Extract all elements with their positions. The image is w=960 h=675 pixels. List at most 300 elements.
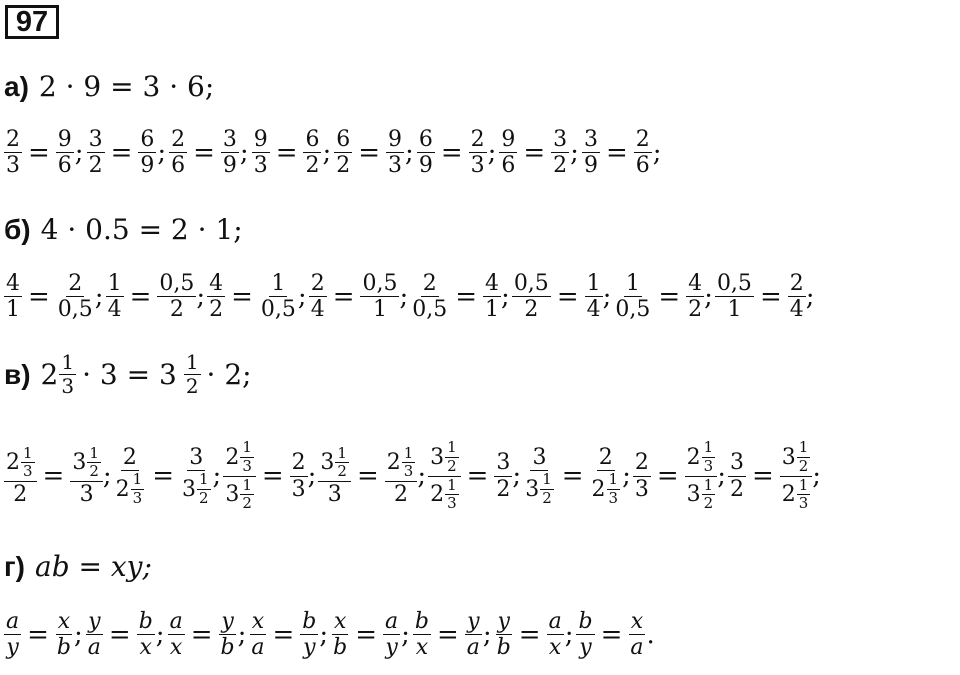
denominator <box>494 477 512 501</box>
denominator <box>634 153 652 177</box>
left-fraction <box>309 272 327 321</box>
denominator <box>55 635 73 659</box>
section-a-equation: 2 · 9 = 3 · 6; <box>38 70 215 103</box>
denominator <box>326 482 344 506</box>
term: x <box>139 635 152 661</box>
mixed-number <box>686 475 716 513</box>
term: b <box>220 635 235 661</box>
denominator <box>11 482 29 506</box>
term: 2 <box>68 271 83 296</box>
denominator <box>4 153 22 177</box>
numerator <box>137 610 155 635</box>
right-fraction <box>180 446 213 507</box>
separator: ; <box>570 137 579 168</box>
section-d-heading <box>4 550 960 583</box>
equals-sign: = <box>358 137 381 168</box>
denominator <box>686 297 704 321</box>
section-c-fraction-1 <box>59 352 76 397</box>
numerator <box>157 272 196 297</box>
numerator <box>318 443 351 483</box>
term: 6 <box>418 127 433 152</box>
small-fraction <box>607 469 621 507</box>
numerator <box>4 272 22 297</box>
term: 2 <box>789 271 804 296</box>
term: 6 <box>57 153 72 179</box>
right-fraction <box>628 610 645 659</box>
proportion <box>582 128 665 177</box>
section-a-heading <box>4 70 960 103</box>
whole-part: 3 <box>525 476 540 502</box>
left-fraction <box>582 128 600 177</box>
equals-sign: = <box>466 461 489 491</box>
small-fraction <box>540 469 554 507</box>
proportion <box>318 443 428 508</box>
mixed-number <box>115 469 145 507</box>
separator: ; <box>717 461 726 491</box>
equals-sign: = <box>759 281 782 312</box>
small-fraction <box>702 440 716 475</box>
equals-sign: = <box>193 137 215 168</box>
term: 2 <box>524 297 539 323</box>
proportion <box>512 272 614 321</box>
term: a <box>548 609 562 634</box>
denominator <box>218 635 236 659</box>
separator: ; <box>417 461 427 491</box>
term: 4 <box>789 297 804 323</box>
mixed-number <box>6 443 35 481</box>
whole-part: 3 <box>430 444 445 470</box>
denominator <box>78 482 96 506</box>
proportion <box>715 272 817 321</box>
numerator <box>219 610 235 635</box>
term: 0,5 <box>362 271 398 296</box>
right-fraction <box>137 610 155 659</box>
separator: ; <box>297 281 307 312</box>
numerator <box>309 272 327 297</box>
right-fraction <box>685 440 718 512</box>
denominator <box>725 297 743 321</box>
equals-sign: = <box>190 619 213 650</box>
left-fraction <box>715 272 754 321</box>
equals-sign: = <box>152 461 174 491</box>
whole-part: 2 <box>115 476 130 502</box>
numerator <box>187 446 205 471</box>
equals-sign: = <box>332 281 355 312</box>
section-d-equation: ab = xy; <box>35 550 152 583</box>
equals-sign: = <box>231 281 253 312</box>
right-fraction <box>547 610 564 659</box>
term: 4 <box>209 271 224 296</box>
mixed-number <box>781 475 811 513</box>
numerator <box>624 272 642 297</box>
term: 3 <box>470 153 485 179</box>
mixed-number <box>225 475 254 513</box>
equals-sign: = <box>751 461 774 491</box>
equals-sign: = <box>556 281 579 312</box>
left-fraction <box>576 610 594 659</box>
left-fraction <box>410 272 449 321</box>
left-fraction <box>417 128 435 177</box>
right-fraction <box>290 451 308 500</box>
proportion <box>4 128 87 177</box>
term: 2 <box>291 450 306 476</box>
numerator <box>252 128 270 153</box>
whole-part: 2 <box>781 482 796 508</box>
section-a-label: а) <box>4 70 29 102</box>
term: 2 <box>305 153 320 179</box>
whole-part: 2 <box>591 476 606 502</box>
term: 3 <box>253 153 268 179</box>
denominator <box>495 635 513 659</box>
proportion <box>728 440 823 512</box>
term: 9 <box>253 127 268 152</box>
section-b-equation: 4 · 0.5 = 2 · 1; <box>40 213 243 246</box>
term: x <box>169 635 183 661</box>
denominator <box>371 297 389 321</box>
numerator: 1 <box>703 438 714 456</box>
denominator: 3 <box>703 456 714 475</box>
left-fraction <box>334 128 352 177</box>
term: b <box>138 609 153 634</box>
proportion <box>413 610 495 659</box>
right-fraction <box>585 272 603 321</box>
separator: . <box>646 619 655 650</box>
denominator <box>207 297 225 321</box>
proportion <box>223 440 318 512</box>
term: 2 <box>336 153 351 179</box>
right-fraction <box>634 128 652 177</box>
section-b-heading <box>4 213 960 246</box>
section-a-proportions <box>4 128 960 177</box>
term: a <box>87 635 101 661</box>
equals-sign: = <box>42 461 65 491</box>
proportion <box>168 610 250 659</box>
term: 6 <box>140 127 155 152</box>
proportion <box>428 440 523 512</box>
denominator <box>87 153 105 177</box>
numerator <box>66 272 84 297</box>
denominator <box>788 297 806 321</box>
term: 2 <box>122 444 137 470</box>
term: 2 <box>13 482 28 508</box>
separator: ; <box>157 137 167 168</box>
numerator: 1 <box>242 438 252 456</box>
term: 6 <box>171 153 186 179</box>
numerator: 1 <box>185 350 199 374</box>
term: 3 <box>6 153 20 179</box>
separator: ; <box>399 281 409 312</box>
small-fraction <box>131 469 145 507</box>
numerator: 1 <box>798 438 809 456</box>
mixed-number <box>72 443 101 481</box>
numerator <box>223 440 256 477</box>
separator: ; <box>564 619 574 650</box>
whole-part: 3 <box>72 450 87 476</box>
term: 1 <box>271 271 286 296</box>
term: 2 <box>6 127 20 152</box>
separator: ; <box>155 619 165 650</box>
term: 2 <box>209 297 224 323</box>
denominator <box>628 635 645 659</box>
equals-sign: = <box>261 461 284 491</box>
term: b <box>56 635 72 661</box>
left-fraction <box>523 446 556 507</box>
denominator <box>138 635 154 659</box>
denominator: 2 <box>703 494 714 513</box>
term: 4 <box>688 271 703 296</box>
term: 3 <box>222 127 237 152</box>
denominator <box>547 635 563 659</box>
numerator <box>250 610 266 635</box>
numerator: 1 <box>337 443 347 462</box>
whole-part: 2 <box>6 450 20 476</box>
denominator <box>180 471 213 507</box>
mixed-number <box>182 469 211 507</box>
term: 3 <box>88 127 103 152</box>
separator: ; <box>501 281 510 312</box>
right-fraction <box>56 272 95 321</box>
left-fraction <box>114 446 147 507</box>
equals-sign: = <box>437 619 459 650</box>
separator: ; <box>74 137 84 168</box>
denominator <box>309 297 327 321</box>
denominator: 2 <box>542 488 552 507</box>
numerator <box>121 446 139 471</box>
proportion <box>4 443 114 508</box>
left-fraction <box>428 440 461 512</box>
term: 3 <box>388 153 403 179</box>
denominator <box>303 153 321 177</box>
numerator <box>582 128 600 153</box>
numerator <box>634 128 652 153</box>
term: 2 <box>470 127 485 152</box>
term: 3 <box>79 482 94 508</box>
left-fraction <box>4 272 22 321</box>
denominator: 2 <box>447 456 457 475</box>
numerator <box>417 128 435 153</box>
term: 1 <box>586 271 601 296</box>
proportion <box>495 610 577 659</box>
term: 0,5 <box>57 297 93 323</box>
equals-sign: = <box>272 619 295 650</box>
numerator <box>686 272 704 297</box>
mixed-number <box>225 440 254 475</box>
right-fraction <box>469 128 487 177</box>
denominator <box>577 635 593 659</box>
numerator <box>685 440 718 477</box>
numerator: 1 <box>403 443 414 462</box>
separator: ; <box>622 461 631 491</box>
numerator <box>303 128 321 153</box>
denominator <box>290 477 308 501</box>
numerator <box>169 128 187 153</box>
numerator: 1 <box>23 443 33 462</box>
mixed-number <box>320 443 349 481</box>
term: 9 <box>388 127 403 152</box>
right-fraction <box>483 272 501 321</box>
term: 4 <box>6 271 20 296</box>
term: x <box>57 609 71 634</box>
left-fraction <box>207 272 225 321</box>
section-c-end: · 2; <box>206 358 252 391</box>
term: 3 <box>634 476 649 502</box>
numerator <box>499 128 517 153</box>
denominator <box>168 635 184 659</box>
separator: ; <box>196 281 206 312</box>
proportion <box>633 440 728 512</box>
term: y <box>579 635 592 661</box>
right-fraction <box>259 272 298 321</box>
numerator <box>780 440 813 477</box>
numerator <box>715 272 754 297</box>
term: b <box>578 609 593 634</box>
term: 3 <box>532 444 547 470</box>
denominator: 3 <box>608 488 619 507</box>
numerator <box>585 272 603 297</box>
numerator <box>597 446 615 471</box>
numerator <box>56 128 74 153</box>
denominator: 3 <box>798 494 809 513</box>
right-fraction <box>386 128 404 177</box>
numerator <box>290 451 308 476</box>
equals-sign: = <box>561 461 584 491</box>
section-d-label: г) <box>4 550 25 582</box>
left-fraction <box>223 440 256 512</box>
equals-sign: = <box>455 281 478 312</box>
denominator: 2 <box>242 494 252 513</box>
numerator <box>483 272 501 297</box>
term: a <box>385 609 399 634</box>
term: 2 <box>635 127 650 152</box>
numerator: 1 <box>61 350 75 374</box>
whole-part: 3 <box>320 450 335 476</box>
proportion <box>4 272 106 321</box>
term: 2 <box>394 482 409 508</box>
proportion <box>4 610 86 659</box>
left-fraction <box>331 610 349 659</box>
left-fraction <box>249 610 266 659</box>
denominator <box>483 297 501 321</box>
term: 0,5 <box>513 271 549 296</box>
denominator <box>465 635 482 659</box>
right-fraction <box>465 610 482 659</box>
equals-sign: = <box>355 619 378 650</box>
proportion <box>249 610 331 659</box>
small-fraction <box>335 443 349 481</box>
right-fraction <box>157 272 196 321</box>
proportion <box>207 272 309 321</box>
mixed-number <box>386 443 416 481</box>
term: 2 <box>634 450 649 476</box>
equals-sign: = <box>27 619 49 650</box>
numerator: 1 <box>132 469 143 488</box>
proportion <box>417 128 500 177</box>
problem-number: 97 <box>5 5 59 39</box>
denominator <box>414 635 430 659</box>
numerator <box>383 610 400 635</box>
term: 4 <box>485 271 500 296</box>
denominator <box>585 297 603 321</box>
term: x <box>630 609 644 634</box>
term: 2 <box>310 271 325 296</box>
term: 0,5 <box>716 271 752 296</box>
whole-part: 3 <box>686 482 701 508</box>
term: 1 <box>6 297 20 323</box>
numerator <box>70 443 103 483</box>
term: 2 <box>88 153 103 179</box>
denominator <box>386 153 404 177</box>
term: 2 <box>598 444 613 470</box>
denominator: 3 <box>132 488 143 507</box>
term: y <box>6 635 19 661</box>
equals-sign: = <box>275 137 298 168</box>
term: a <box>466 635 480 661</box>
denominator <box>392 482 410 506</box>
separator: ; <box>319 619 329 650</box>
left-fraction <box>4 128 22 177</box>
small-fraction <box>240 475 254 513</box>
denominator <box>4 297 22 321</box>
equals-sign: = <box>356 461 379 491</box>
denominator <box>383 635 399 659</box>
denominator: 2 <box>199 488 209 507</box>
term: 9 <box>222 153 237 179</box>
equals-sign: = <box>108 619 131 650</box>
term: 3 <box>291 476 306 502</box>
separator: ; <box>652 137 662 168</box>
whole-part: 3 <box>225 482 240 508</box>
numerator <box>106 272 124 297</box>
denominator <box>169 153 187 177</box>
proportion <box>334 128 417 177</box>
numerator: 1 <box>89 443 99 462</box>
denominator <box>223 477 256 513</box>
term: 6 <box>501 153 516 179</box>
term: 2 <box>729 476 744 502</box>
right-fraction <box>300 610 318 659</box>
denominator <box>417 153 435 177</box>
left-fraction <box>613 272 652 321</box>
section-c-equation <box>41 352 252 397</box>
numerator <box>428 440 461 477</box>
denominator: 3 <box>61 374 75 398</box>
right-fraction <box>360 272 399 321</box>
separator: ; <box>482 619 492 650</box>
term: 1 <box>372 297 387 323</box>
equals-sign: = <box>523 137 546 168</box>
term: 4 <box>586 297 601 323</box>
equals-sign: = <box>110 137 133 168</box>
numerator <box>4 443 37 483</box>
equals-sign: = <box>440 137 463 168</box>
term: x <box>548 635 562 661</box>
proportion <box>331 610 413 659</box>
mixed-number <box>591 469 621 507</box>
numerator <box>530 446 548 471</box>
separator: ; <box>322 137 332 168</box>
numerator: 1 <box>242 475 252 494</box>
term: 1 <box>485 297 500 323</box>
right-fraction <box>385 443 418 508</box>
small-fraction <box>21 443 35 481</box>
denominator <box>499 153 517 177</box>
numerator <box>86 610 102 635</box>
numerator <box>576 610 594 635</box>
right-fraction <box>383 610 400 659</box>
left-fraction <box>4 443 37 508</box>
denominator <box>86 635 103 659</box>
separator: ; <box>487 137 497 168</box>
